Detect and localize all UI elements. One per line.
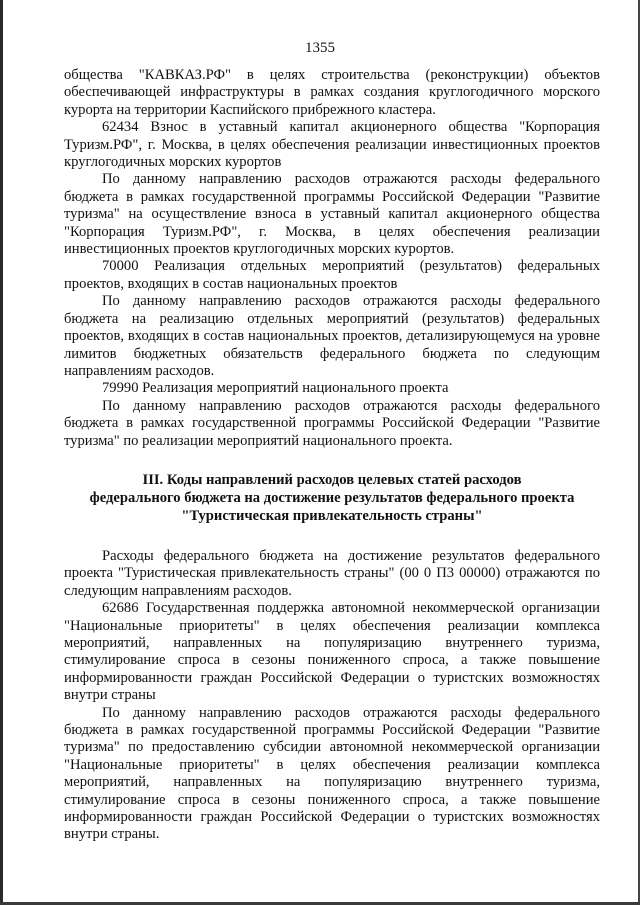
paragraph: По данному направлению расходов отражаются расходы федерального бюджета в рамках государственной программы Российской Федерации "Развитие туризма" по предоставлению субсидии автономной некоммерческой организации "Национальные приоритеты" в целях обеспечения реализации комплекса мероприятий, направленных на популяризацию внутреннего туризма, стимулирование спроса в сезоны пониженного спроса, а также повышение информированности граждан Российской Федерации о туристских возможностях внутри страны. xyxy=(64,704,600,843)
paragraph: По данному направлению расходов отражаются расходы федерального бюджета в рамках государственной программы Российской Федерации "Развитие туризма" по реализации мероприятий национального проекта. xyxy=(64,397,600,449)
paragraph: По данному направлению расходов отражаются расходы федерального бюджета в рамках государственной программы Российской Федерации "Развитие туризма" на осуществление взноса в уставный капитал акционерного общества "Корпорация Туризм.РФ", г. Москва, в целях обеспечения реализации инвестиционных проектов круглогодичных морских курортов. xyxy=(64,171,600,258)
paragraph: Расходы федерального бюджета на достижение результатов федерального проекта "Туристическая привлекательность страны" (00 0 П3 00000) отражаются по следующим направлениям расходов. xyxy=(64,547,600,599)
scan-edge-left xyxy=(0,0,3,905)
section-heading-line: федерального бюджета на достижение результатов федерального проекта xyxy=(89,489,575,506)
paragraph: 62434 Взнос в уставный капитал акционерного общества "Корпорация Туризм.РФ", г. Москва, в целях обеспечения реализации инвестиционных проектов круглогодичных морских курортов xyxy=(64,119,600,171)
top-paragraphs xyxy=(64,67,600,450)
paragraph: По данному направлению расходов отражаются расходы федерального бюджета на реализацию отдельных мероприятий (результатов) федеральных проектов, входящих в состав национальных проектов, детализирующемуся на уровне лимитов бюджетных обязательств федерального бюджета по следующим направлениям расходов. xyxy=(64,293,600,379)
section-heading-line: "Туристическая привлекательность страны" xyxy=(181,507,483,524)
paragraph: общества "КАВКАЗ.РФ" в целях строительства (реконструкции) объектов обеспечивающей инфраструктуры в рамках создания круглогодичного морского курорта на территории Каспийского прибрежного кластера. xyxy=(64,67,600,118)
section-heading xyxy=(64,471,600,525)
page-number: 1355 xyxy=(305,40,335,56)
bottom-paragraphs xyxy=(64,548,600,844)
paragraph: 79990 Реализация мероприятий национального проекта xyxy=(102,380,449,397)
section-heading-line: III. Коды направлений расходов целевых статей расходов xyxy=(142,471,522,488)
document-body xyxy=(64,67,600,844)
paragraph: 62686 Государственная поддержка автономной некоммерческой организации "Национальные приоритеты" в целях обеспечения реализации комплекса мероприятий, направленных на популяризацию внутреннего туризма, стимулирование спроса в сезоны пониженного спроса, а также повышение информированности граждан Российской Федерации о туристских возможностях внутри страны xyxy=(64,600,600,704)
paragraph: 70000 Реализация отдельных мероприятий (результатов) федеральных проектов, входящих в состав национальных проектов xyxy=(64,258,600,292)
